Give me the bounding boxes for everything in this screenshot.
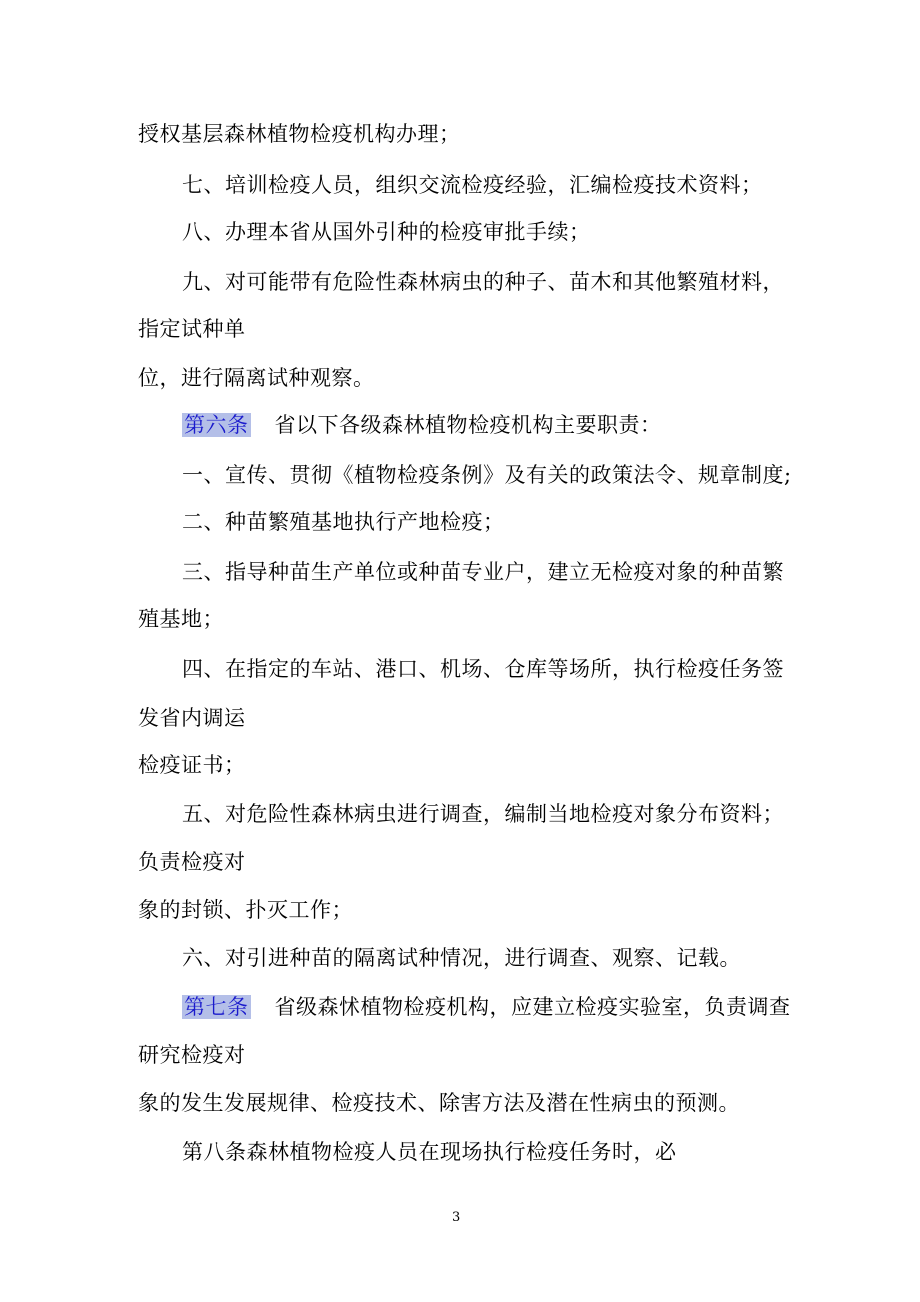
article-heading-6: [182, 411, 662, 439]
text-line: 第八条森林植物检疫人员在现场执行检疫任务时，必: [182, 1140, 677, 1164]
text-line: 一、宣传、贯彻《植物检疫条例》及有关的政策法令、规章制度;: [182, 463, 792, 487]
text-line: 指定试种单: [138, 317, 246, 341]
article-label-highlight: 第六条: [184, 413, 249, 437]
text-line: 九、对可能带有危险性森林病虫的种子、苗木和其他繁殖材料，: [182, 270, 784, 294]
article-label-highlight: 第七条: [184, 995, 249, 1019]
text-line: 二、种苗繁殖基地执行产地检疫；: [182, 510, 505, 534]
text-line: 殖基地；: [138, 607, 224, 631]
article-heading-7: [182, 993, 791, 1021]
text-line: 四、在指定的车站、港口、机场、仓库等场所，执行检疫任务签: [182, 657, 784, 681]
text-line: 负责检疫对: [138, 850, 246, 874]
text-line: 六、对引进种苗的隔离试种情况，进行调查、观察、记载。: [182, 946, 741, 970]
text-line: 五、对危险性森林病虫进行调查，编制当地检疫对象分布资料；: [182, 802, 784, 826]
text-line: 发省内调运: [138, 706, 246, 730]
text-line: 八、办理本省从国外引种的检疫审批手续；: [182, 220, 591, 244]
text-line: 象的封锁、扑灭工作；: [138, 898, 353, 922]
text-line: 检疫证书；: [138, 753, 246, 777]
text-line: 授权基层森林植物检疫机构办理；: [138, 122, 461, 146]
text-line: 省级森怵植物检疫机构，应建立检疫实验室，负责调查: [274, 995, 791, 1019]
text-line: 象的发生发展规律、检疫技术、除害方法及潜在性病虫的预测。: [138, 1091, 740, 1115]
text-line: 位，进行隔离试种观察。: [138, 366, 375, 390]
page-number: 3: [452, 1210, 461, 1225]
text-line: 研究检疫对: [138, 1043, 246, 1067]
text-line: 七、培训检疫人员，组织交流检疫经验，汇编检疫技术资料；: [182, 173, 763, 197]
text-line: 省以下各级森林植物检疫机构主要职责：: [274, 413, 662, 437]
text-line: 三、指导种苗生产单位或种苗专业户，建立无检疫对象的种苗繁: [182, 560, 784, 584]
